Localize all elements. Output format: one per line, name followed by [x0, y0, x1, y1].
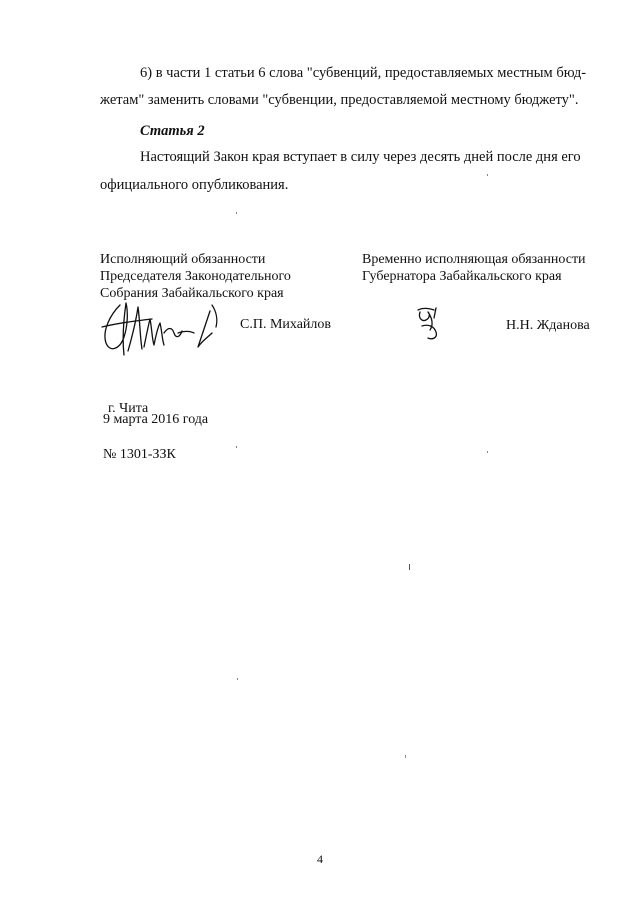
left-signatory-title — [100, 251, 291, 302]
page-number: 4 — [317, 852, 323, 866]
scan-speck — [236, 446, 237, 448]
scan-speck — [237, 678, 238, 680]
article-heading: Статья 2 — [140, 123, 205, 139]
right-handwritten-signature — [412, 304, 446, 342]
right-title-line-2: Губернатора Забайкальского края — [362, 269, 562, 284]
scan-speck — [487, 451, 488, 453]
right-signatory-title — [362, 251, 586, 285]
paragraph-6-line-2: жетам" заменить словами "субвенции, предоставляемой местному бюджету". — [100, 92, 579, 108]
place-of-signing: г. Чита — [108, 401, 149, 416]
scan-speck — [236, 212, 237, 214]
paragraph-6-line-1: 6) в части 1 статьи 6 слова "субвенций, предоставляемых местным бюд- — [140, 65, 587, 81]
article-text-line-1: Настоящий Закон края вступает в силу через десять дней после дня его — [140, 149, 581, 165]
left-signatory-name: С.П. Михайлов — [240, 317, 332, 332]
right-signatory-name: Н.Н. Жданова — [506, 318, 590, 333]
left-title-line-1: Исполняющий обязанности — [100, 252, 266, 267]
article-text-line-2: официального опубликования. — [100, 177, 289, 193]
scan-speck — [405, 755, 406, 758]
right-title-line-1: Временно исполняющая обязанности — [362, 252, 586, 267]
left-handwritten-signature — [98, 297, 228, 359]
scan-speck — [487, 174, 488, 176]
signing-date: 9 марта 2016 года — [103, 412, 209, 427]
left-title-line-2: Председателя Законодательного — [100, 269, 291, 284]
left-title-line-3: Собрания Забайкальского края — [100, 286, 284, 301]
scan-speck — [409, 564, 410, 570]
law-number: № 1301-ЗЗК — [103, 447, 176, 462]
